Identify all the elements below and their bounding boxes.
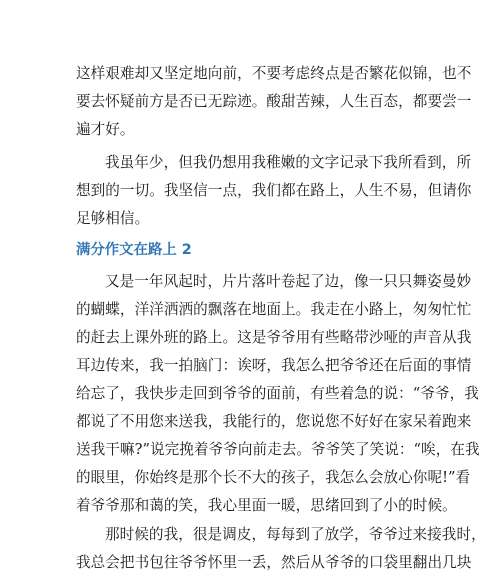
paragraph-3-line-8: 的眼里，你始终是那个长不大的孩子，我怎么会放心你呢!”看: [76, 469, 471, 486]
paragraph-3-line-1: 又是一年风起时，片片落叶卷起了边，像一只只舞姿曼妙: [105, 273, 472, 290]
paragraph-2-line-2: 想到的一切。我坚信一点，我们都在路上，人生不易，但请你: [76, 182, 472, 199]
paragraph-3-line-5: 给忘了，我快步走回到爷爷的面前，有些着急的说：“爷爷，我: [76, 385, 479, 402]
paragraph-1-line-1: 这样艰难却又坚定地向前，不要考虑终点是否繁花似锦，也不: [76, 65, 472, 82]
paragraph-3-line-4: 耳边传来，我一拍脑门：诶呀，我怎么把爷爷还在后面的事情: [76, 357, 472, 374]
paragraph-1-line-2: 要去怀疑前方是否已无踪迹。酸甜苦辣，人生百态，都要尝一: [76, 93, 472, 110]
paragraph-2-line-1: 我虽年少，但我仍想用我稚嫩的文字记录下我所看到，所: [105, 154, 472, 171]
paragraph-3-line-9: 着爷爷那和蔼的笑，我心里面一暖，思绪回到了小的时候。: [76, 497, 457, 514]
section-heading: 满分作文在路上 2: [76, 242, 192, 258]
paragraph-1-line-3: 遍才好。: [76, 121, 135, 138]
paragraph-3-line-6: 都说了不用您来送我，我能行的，您说您不好好在家呆着跑来: [76, 413, 472, 430]
paragraph-3-line-3: 的赶去上课外班的路上。这是爷爷用有些略带沙哑的声音从我: [76, 329, 472, 346]
paragraph-3-line-2: 的蝴蝶，洋洋洒洒的飘落在地面上。我走在小路上，匆匆忙忙: [76, 301, 472, 318]
paragraph-4-line-2: 我总会把书包往爷爷怀里一丢，然后从爷爷的口袋里翻出几块: [76, 554, 472, 571]
paragraph-2-line-3: 足够相信。: [76, 210, 150, 227]
paragraph-4-line-1: 那时候的我，很是调皮，每每到了放学，爷爷过来接我时，: [105, 526, 486, 543]
paragraph-3-line-7: 送我干嘛?”说完挽着爷爷向前走去。爷爷笑了笑说：“唉，在我: [76, 441, 480, 458]
